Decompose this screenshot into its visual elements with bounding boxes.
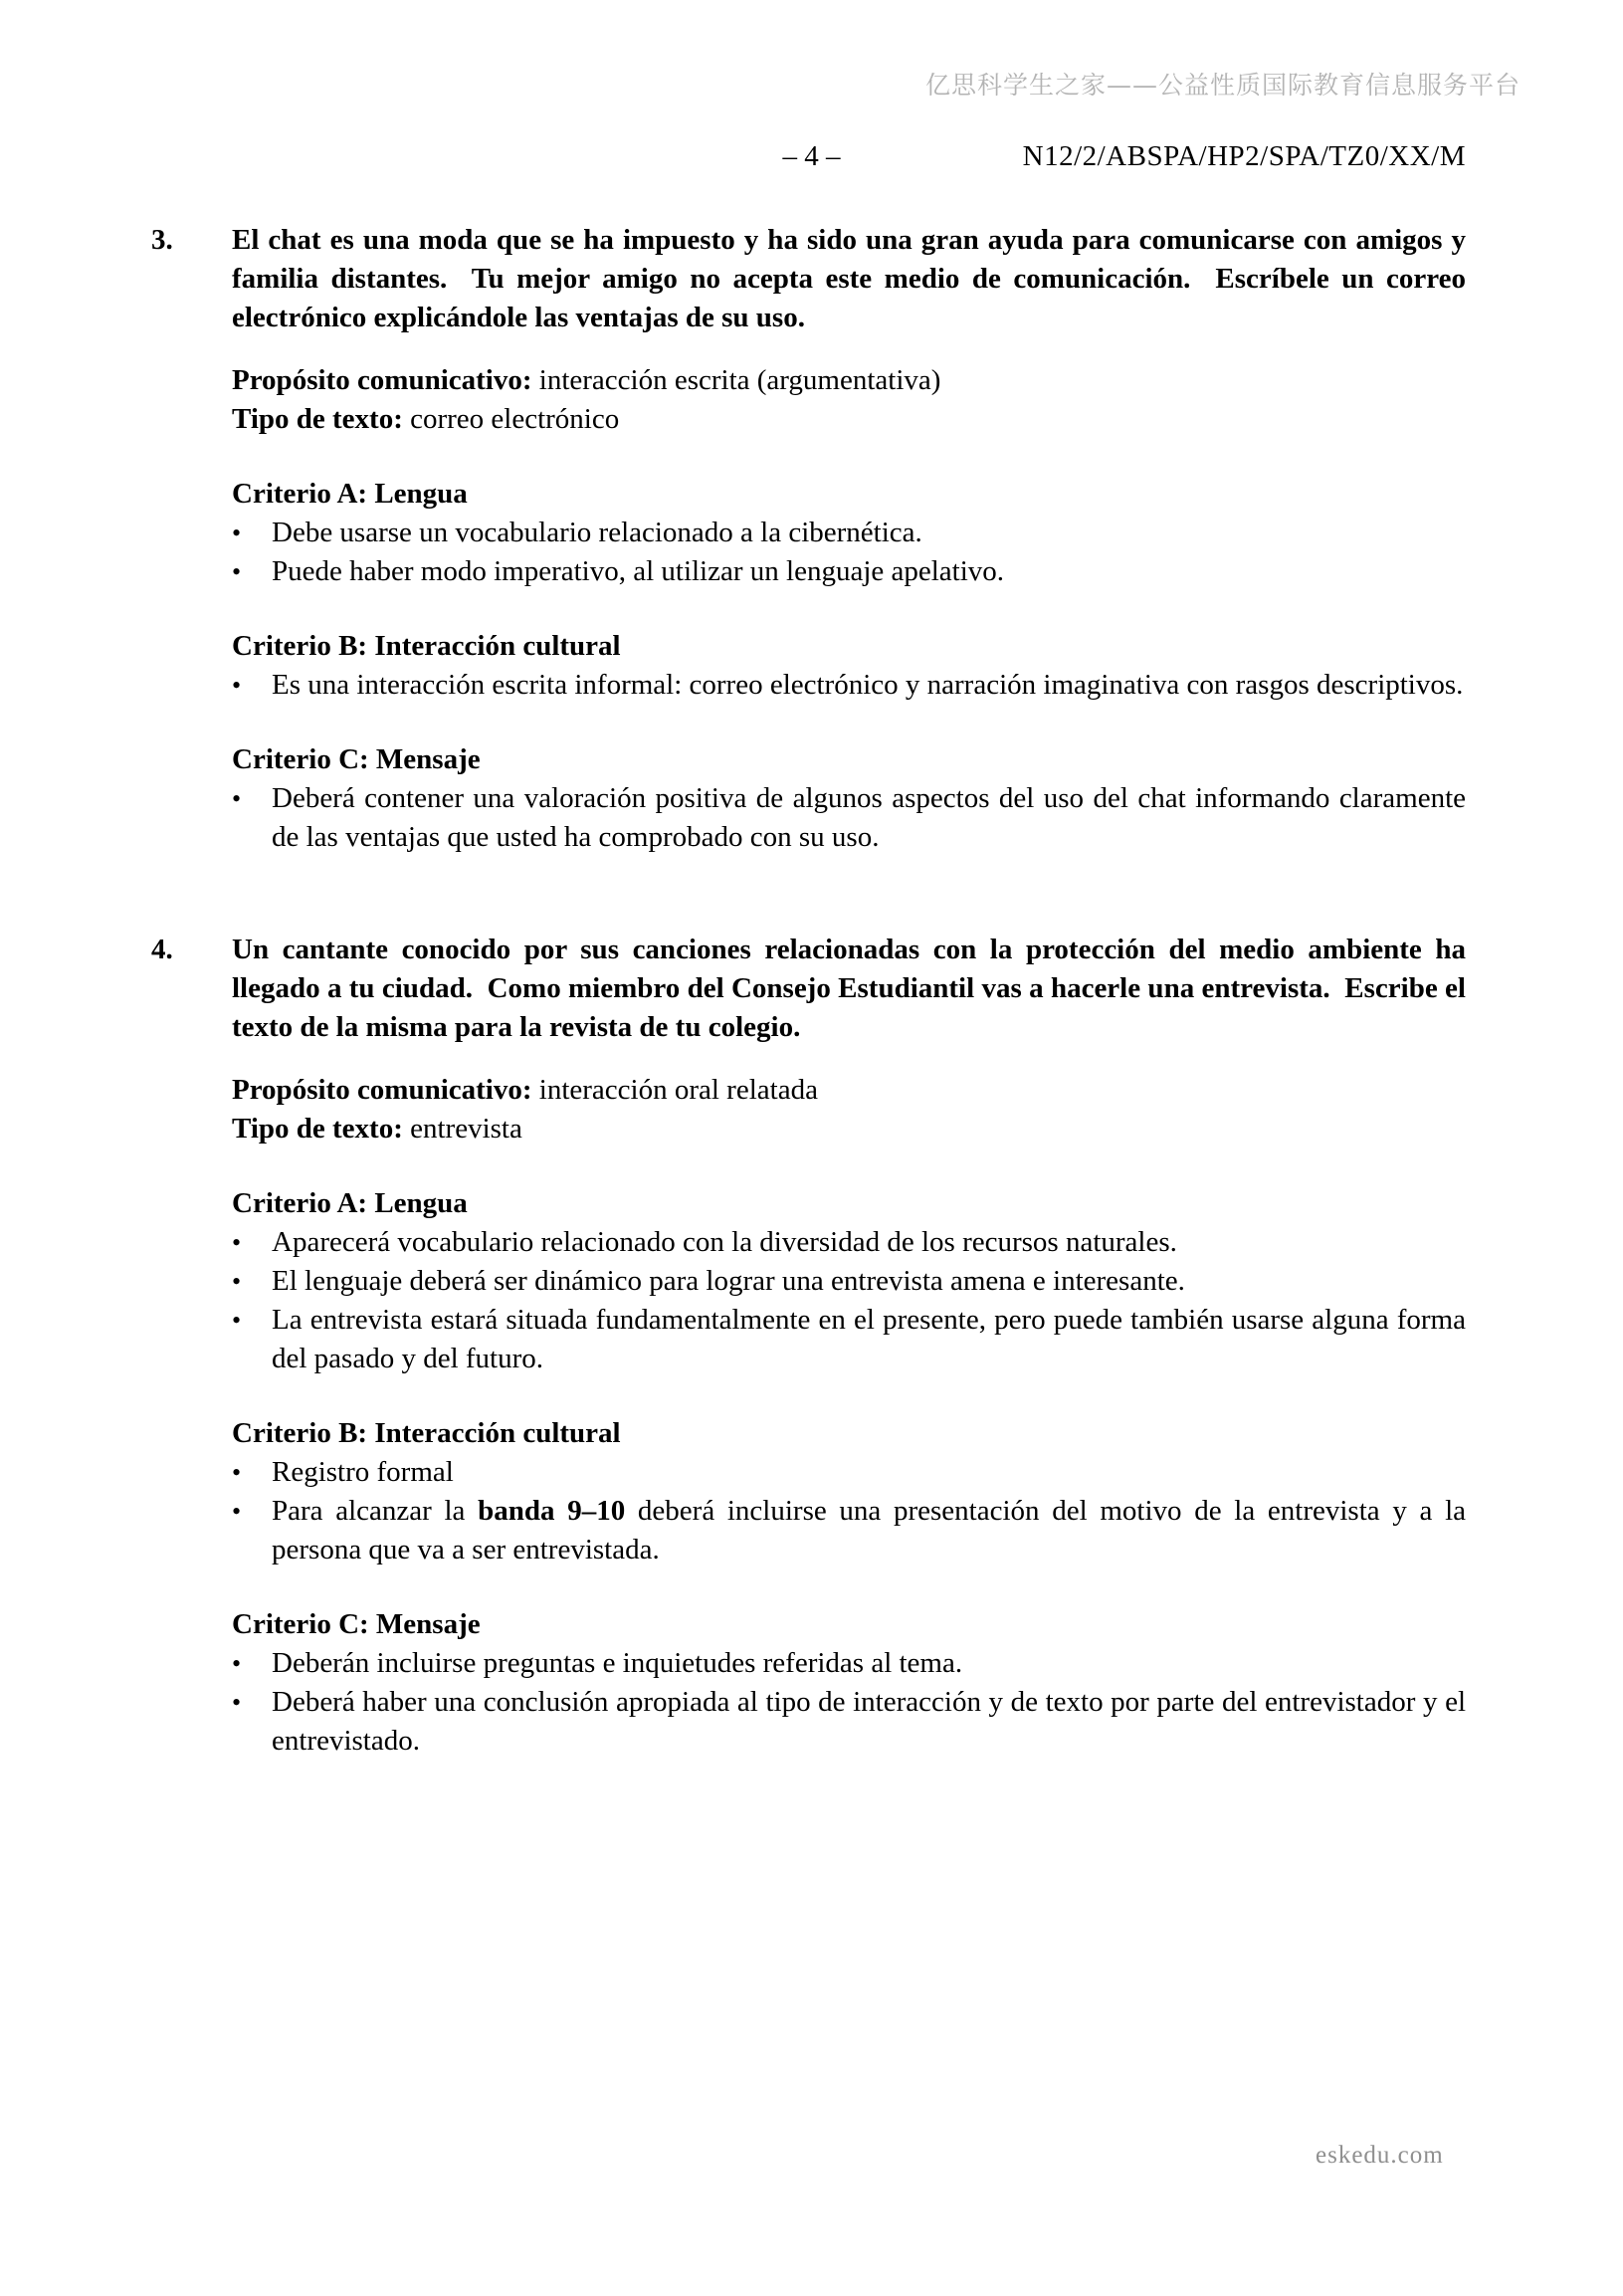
text-type-label: Tipo de texto: <box>232 1113 403 1145</box>
bullet-segment: Debe usarse un vocabulario relacionado a la cibernética. <box>272 517 922 548</box>
bullet-segment: deberá incluirse una presentación del motivo de la entrevista y a la persona que va a ser entrevistada. <box>272 1495 1467 1565</box>
text-type-row <box>232 400 1466 439</box>
bullet-segment: Registro formal <box>272 1456 454 1488</box>
communicative-purpose-value: interacción oral relatada <box>531 1074 818 1106</box>
bullet-icon: • <box>232 1267 242 1296</box>
question-number: 4. <box>151 934 173 965</box>
bullet-icon: • <box>232 1497 242 1526</box>
bullet-bold-segment: banda 9–10 <box>478 1495 626 1527</box>
bullet-item <box>232 1301 1466 1378</box>
bullet-icon: • <box>232 1649 242 1678</box>
bullet-segment: Deberán incluirse preguntas e inquietudes referidas al tema. <box>272 1647 963 1679</box>
bullet-segment: Para alcanzar la <box>272 1495 479 1527</box>
question-prompt: El chat es una moda que se ha impuesto y ha sido una gran ayuda para comunicarse con amigos y familia distantes. Tu mejor amigo no acepta este medio de comunicación. Escríbele un correo electrónico explicándole las ventajas de su uso. <box>232 224 1466 333</box>
bullet-text <box>272 779 1466 857</box>
bullet-text <box>272 666 1466 705</box>
question-4 <box>151 931 1466 1761</box>
questions-container <box>151 221 1466 1761</box>
bullet-icon: • <box>232 1458 242 1487</box>
bullet-icon: • <box>232 557 242 586</box>
question-meta <box>151 361 1466 439</box>
criterion-block <box>151 1184 1466 1378</box>
bullet-text <box>272 1492 1466 1569</box>
bullet-segment: El lenguaje deberá ser dinámico para lograr una entrevista amena e interesante. <box>272 1265 1185 1297</box>
bullet-text <box>272 552 1466 591</box>
criterion-bullet-list <box>232 779 1466 857</box>
text-type-row <box>232 1110 1466 1148</box>
criterion-heading: Criterio A: Lengua <box>232 478 468 510</box>
bullet-text <box>272 514 1466 552</box>
bullet-item <box>232 666 1466 705</box>
bullet-segment: Puede haber modo imperativo, al utilizar un lenguaje apelativo. <box>272 555 1005 587</box>
criterion-block <box>151 475 1466 591</box>
question-meta <box>151 1071 1466 1148</box>
page-number: – 4 – <box>782 140 841 172</box>
bullet-icon: • <box>232 671 242 700</box>
bullet-text <box>272 1644 1466 1683</box>
criterion-bullet-list <box>232 666 1466 705</box>
bullet-segment: Aparecerá vocabulario relacionado con la diversidad de los recursos naturales. <box>272 1226 1177 1258</box>
footer-site-label: eskedu.com <box>1316 2142 1444 2169</box>
bullet-text <box>272 1301 1466 1378</box>
bullet-segment: Deberá contener una valoración positiva de algunos aspectos del uso del chat informando claramente de las ventajas que usted ha comprobado con su uso. <box>272 782 1466 853</box>
question-prompt: Un cantante conocido por sus canciones relacionadas con la protección del medio ambiente ha llegado a tu ciudad. Como miembro del Consejo Estudiantil vas a hacerle una entrevista. Escribe el texto de la misma para la revista de tu colegio. <box>232 934 1466 1043</box>
criterion-bullet-list <box>232 1453 1466 1569</box>
bullet-text <box>272 1683 1466 1761</box>
criterion-block <box>151 1414 1466 1569</box>
bullet-text <box>272 1453 1466 1492</box>
bullet-icon: • <box>232 1306 242 1335</box>
communicative-purpose-row <box>232 1071 1466 1110</box>
bullet-item <box>232 1683 1466 1761</box>
question-header <box>151 931 1466 1047</box>
bullet-text <box>272 1262 1466 1301</box>
paper-code: N12/2/ABSPA/HP2/SPA/TZ0/XX/M <box>1022 140 1466 172</box>
bullet-item <box>232 779 1466 857</box>
page-header <box>0 137 1623 177</box>
criterion-heading: Criterio B: Interacción cultural <box>232 1417 621 1449</box>
criterion-heading: Criterio A: Lengua <box>232 1187 468 1219</box>
bullet-segment: Es una interacción escrita informal: correo electrónico y narración imaginativa con rasgos descriptivos. <box>272 669 1464 701</box>
question-3 <box>151 221 1466 857</box>
bullet-segment: La entrevista estará situada fundamentalmente en el presente, pero puede también usarse alguna forma del pasado y del futuro. <box>272 1304 1466 1374</box>
bullet-item <box>232 514 1466 552</box>
bullet-icon: • <box>232 784 242 813</box>
communicative-purpose-label: Propósito comunicativo: <box>232 1074 532 1106</box>
communicative-purpose-label: Propósito comunicativo: <box>232 364 532 396</box>
criterion-block <box>151 740 1466 857</box>
bullet-item <box>232 1492 1466 1569</box>
bullet-segment: Deberá haber una conclusión apropiada al tipo de interacción y de texto por parte del entrevistador y el entrevistado. <box>272 1686 1466 1757</box>
bullet-item <box>232 1262 1466 1301</box>
criterion-block <box>151 1605 1466 1761</box>
criterion-heading: Criterio B: Interacción cultural <box>232 630 621 662</box>
bullet-icon: • <box>232 519 242 547</box>
watermark-text: 亿思科学生之家——公益性质国际教育信息服务平台 <box>925 71 1522 100</box>
bullet-item <box>232 1644 1466 1683</box>
question-number: 3. <box>151 224 173 256</box>
bullet-item <box>232 552 1466 591</box>
bullet-icon: • <box>232 1228 242 1257</box>
bullet-icon: • <box>232 1688 242 1717</box>
text-type-label: Tipo de texto: <box>232 403 403 435</box>
criterion-heading: Criterio C: Mensaje <box>232 1608 481 1640</box>
criterion-bullet-list <box>232 514 1466 591</box>
bullet-item <box>232 1223 1466 1262</box>
bullet-text <box>272 1223 1466 1262</box>
communicative-purpose-row <box>232 361 1466 400</box>
text-type-value: entrevista <box>402 1113 522 1145</box>
text-type-value: correo electrónico <box>402 403 620 435</box>
criterion-heading: Criterio C: Mensaje <box>232 743 481 775</box>
criterion-bullet-list <box>232 1223 1466 1378</box>
bullet-item <box>232 1453 1466 1492</box>
communicative-purpose-value: interacción escrita (argumentativa) <box>531 364 941 396</box>
criterion-bullet-list <box>232 1644 1466 1761</box>
question-header <box>151 221 1466 337</box>
criterion-block <box>151 627 1466 705</box>
